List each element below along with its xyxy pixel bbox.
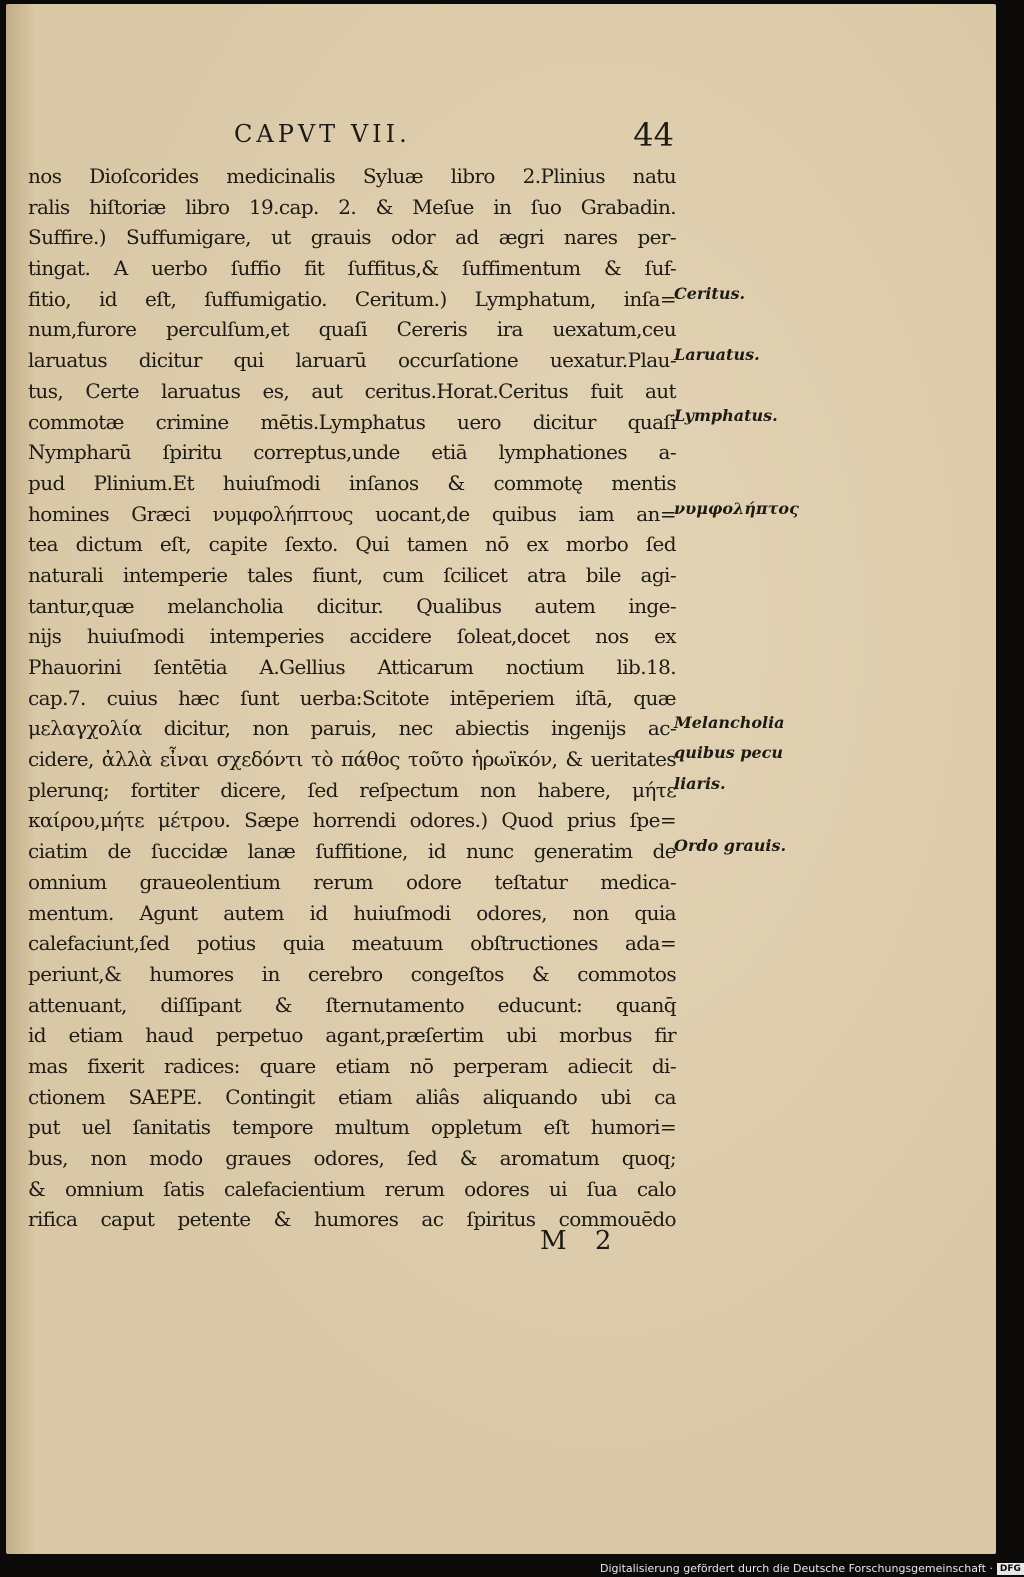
text-line: tea dictum eſt, capite ſexto. Qui tamen nō ex morbo ſed [28,532,676,557]
text-line: ciatim de ſuccidæ lanæ ſuffitione, id nunc generatim de [28,839,676,864]
text-line: Phauorini ſentētia A.Gellius Atticarum noctium lib.18. [28,655,676,679]
text-line: pud Plinium.Et huiuſmodi inſanos & commotę mentis [28,470,676,495]
text-line: Suffire.) Suffumigare, ut grauis odor ad ægri nares per- [28,225,676,250]
margin-note: Lymphatus. [674,406,778,425]
margin-note: Ordo grauis. [674,836,787,855]
text-line: tantur,quæ melancholia dicitur. Qualibus autem inge- [28,593,676,618]
margin-note: quibus pecu [674,743,784,762]
book-page [6,4,996,1554]
text-line: cidere, ἀλλὰ εἶναι σχεδόντι τὸ πάθος τοῦτο ἡρωϊκόν, & ueritates [28,747,676,772]
folio-number: 44 [633,116,674,154]
page-header [234,116,674,156]
text-line: periunt,& humores in cerebro congeſtos & commotos [28,961,676,986]
text-line: num,furore perculſum,et quaſi Cereris ira uexatum,ceu [28,317,676,342]
text-line: mas fixerit radices: quare etiam nō perperam adiecit di- [28,1053,676,1078]
text-line: cap.7. cuius hæc ſunt uerba:Scitote intēperiem iſtā, quæ [28,685,676,710]
text-line: & omnium ſatis calefacientium rerum odores ui ſua calo [28,1176,676,1201]
dfg-logo: DFG [997,1563,1024,1575]
credit-text: Digitalisierung gefördert durch die Deutsche Forschungsgemeinschaft · [600,1562,993,1575]
text-line: omnium graueolentium rerum odore teſtatur medica- [28,869,676,894]
margin-note: Melancholia [674,713,785,732]
margin-note: Ceritus. [674,284,746,303]
text-line: ralis hiſtoriæ libro 19.cap. 2. & Meſue in ſuo Grabadin. [28,194,676,219]
digitization-credit [600,1560,1021,1577]
text-line: mentum. Agunt autem id huiuſmodi odores, non quia [28,900,676,925]
text-line: nos Dioſcorides medicinalis Syluæ libro 2.Plinius natu [28,164,676,188]
text-line: καίρου,μήτε μέτρου. Sæpe horrendi odores.) Quod prius ſpe= [28,808,676,833]
text-line: plerunq; fortiter dicere, ſed reſpectum non habere, μήτε [28,777,676,802]
signature-mark: M 2 [540,1226,622,1256]
text-line: naturali intemperie tales fiunt, cum ſcilicet atra bile agi- [28,562,676,587]
text-line: attenuant, diſſipant & ſternutamento educunt: quanq̄ [28,992,676,1017]
text-line: calefaciunt,ſed potius quia meatuum obſtructiones ada= [28,931,676,956]
text-line: commotæ crimine mētis.Lymphatus uero dicitur quaſi [28,409,676,434]
running-head: CAPVT VII. [234,120,411,148]
text-line: tingat. A uerbo ſuffio fit ſuffitus,& ſuffimentum & ſuf- [28,256,676,281]
text-line: rifica caput petente & humores ac ſpiritus commouēdo [28,1207,676,1232]
main-text [28,161,676,1235]
text-line: homines Græci νυμφολήπτους uocant,de quibus iam an= [28,501,676,526]
text-line: id etiam haud perpetuo agant,præſertim ubi morbus fir [28,1023,676,1048]
text-line: ctionem SAEPE. Contingit etiam aliâs aliquando ubi ca [28,1084,676,1109]
margin-note: liaris. [674,774,726,793]
text-line: Nympharū ſpiritu correptus,unde etiā lymphationes a- [28,440,676,465]
margin-note: νυμφολήπτος [674,499,799,518]
text-line: put uel ſanitatis tempore multum oppletum eſt humori= [28,1115,676,1140]
margin-note: Laruatus. [674,345,760,364]
text-line: laruatus dicitur qui laruarū occurſatione uexatur.Plau- [28,348,676,373]
text-line: tus, Certe laruatus es, aut ceritus.Horat.Ceritus fuit aut [28,378,676,403]
text-line: fitio, id eſt, ſuffumigatio. Ceritum.) Lymphatum, inſa= [28,286,676,311]
text-line: nijs huiuſmodi intemperies accidere ſoleat,docet nos ex [28,624,676,649]
text-line: μελαγχολία dicitur, non paruis, nec abiectis ingenijs ac- [28,716,676,741]
text-line: bus, non modo graues odores, ſed & aromatum quoq; [28,1146,676,1170]
